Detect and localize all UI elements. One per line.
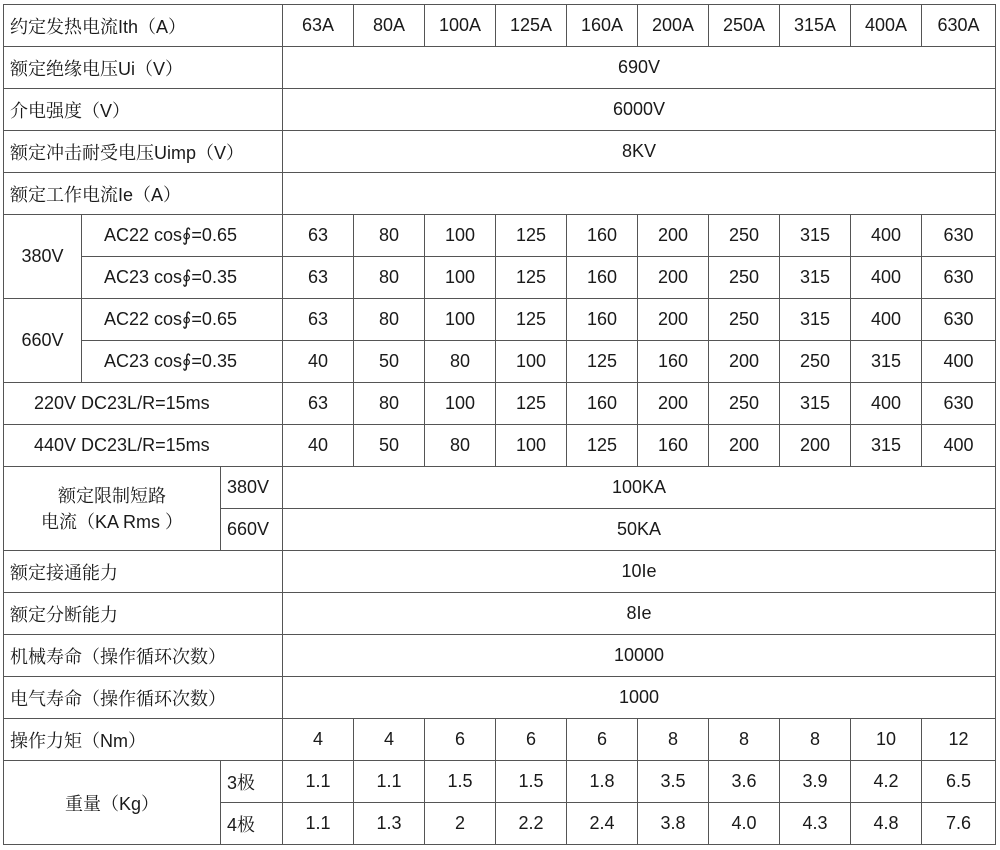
value-cell: 4 [354, 719, 425, 761]
label-ie: 额定工作电流Ie（A） [4, 173, 283, 215]
value-cell: 4.0 [709, 803, 780, 845]
value-cell: 400 [922, 425, 996, 467]
value-cell: 6 [567, 719, 638, 761]
row-dielectric [4, 89, 996, 131]
value-cell: 4.8 [851, 803, 922, 845]
value-cell: 125 [496, 383, 567, 425]
value-cell: 315 [780, 299, 851, 341]
rating-cell: 160A [567, 5, 638, 47]
value-cell: 250 [709, 299, 780, 341]
value-cell: 200 [638, 257, 709, 299]
value-cell: 10 [851, 719, 922, 761]
label-mech: 机械寿命（操作循环次数） [4, 635, 283, 677]
value-cell: 1.8 [567, 761, 638, 803]
value-cell: 200 [638, 299, 709, 341]
label-ui: 额定绝缘电压Ui（V） [4, 47, 283, 89]
value-cell: 50 [354, 341, 425, 383]
label-break: 额定分断能力 [4, 593, 283, 635]
value-cell: 160 [567, 215, 638, 257]
value-dielectric: 6000V [283, 89, 996, 131]
value-cell: 160 [567, 257, 638, 299]
row-make [4, 551, 996, 593]
value-cell: 250 [709, 257, 780, 299]
label-dc440: 440V DC23L/R=15ms [4, 425, 283, 467]
value-cell: 250 [780, 341, 851, 383]
value-cell: 630 [922, 215, 996, 257]
label-ac23: AC23 cos∮=0.35 [82, 341, 283, 383]
value-cell: 8 [638, 719, 709, 761]
label-limit-line2: 电流（KA Rms ） [40, 511, 183, 532]
value-break: 8Ie [283, 593, 996, 635]
label-limit-line1: 额定限制短路 [58, 485, 166, 506]
value-cell: 6 [496, 719, 567, 761]
rating-cell: 100A [425, 5, 496, 47]
value-cell: 8 [709, 719, 780, 761]
row-ith [4, 5, 996, 47]
value-cell: 125 [567, 341, 638, 383]
label-make: 额定接通能力 [4, 551, 283, 593]
rating-cell: 630A [922, 5, 996, 47]
value-limit-380: 100KA [283, 467, 996, 509]
row-380-ac22 [4, 215, 996, 257]
value-uimp: 8KV [283, 131, 996, 173]
value-cell: 1.1 [283, 803, 354, 845]
label-torque: 操作力矩（Nm） [4, 719, 283, 761]
value-cell: 125 [496, 299, 567, 341]
label-ac22: AC22 cos∮=0.65 [82, 299, 283, 341]
value-cell: 100 [425, 299, 496, 341]
value-cell: 2.2 [496, 803, 567, 845]
rating-cell: 80A [354, 5, 425, 47]
value-cell: 200 [709, 425, 780, 467]
value-cell: 1.5 [496, 761, 567, 803]
label-ac22: AC22 cos∮=0.65 [82, 215, 283, 257]
value-cell: 3.8 [638, 803, 709, 845]
value-mech: 10000 [283, 635, 996, 677]
spec-table [3, 4, 996, 845]
value-cell: 3.9 [780, 761, 851, 803]
value-cell: 3.6 [709, 761, 780, 803]
value-cell: 4.2 [851, 761, 922, 803]
rating-cell: 315A [780, 5, 851, 47]
label-limit [4, 467, 221, 551]
value-cell: 100 [425, 215, 496, 257]
value-cell: 315 [780, 215, 851, 257]
value-ui: 690V [283, 47, 996, 89]
value-cell: 200 [638, 215, 709, 257]
value-cell: 80 [354, 299, 425, 341]
rating-cell: 250A [709, 5, 780, 47]
value-cell: 6 [425, 719, 496, 761]
label-dc220: 220V DC23L/R=15ms [4, 383, 283, 425]
row-ui [4, 47, 996, 89]
value-cell: 125 [567, 425, 638, 467]
label-limit-660v: 660V [221, 509, 283, 551]
value-cell: 400 [851, 383, 922, 425]
value-cell: 250 [709, 215, 780, 257]
value-cell: 6.5 [922, 761, 996, 803]
row-660-ac23 [4, 341, 996, 383]
value-cell: 200 [638, 383, 709, 425]
value-cell: 40 [283, 425, 354, 467]
value-cell: 4.3 [780, 803, 851, 845]
value-cell: 630 [922, 299, 996, 341]
value-cell: 400 [851, 215, 922, 257]
value-cell: 12 [922, 719, 996, 761]
value-cell: 315 [780, 257, 851, 299]
row-660-ac22 [4, 299, 996, 341]
value-make: 10Ie [283, 551, 996, 593]
value-cell: 8 [780, 719, 851, 761]
value-cell: 400 [922, 341, 996, 383]
label-weight: 重量（Kg） [4, 761, 221, 845]
value-cell: 160 [638, 341, 709, 383]
label-380v: 380V [4, 215, 82, 299]
value-cell: 200 [709, 341, 780, 383]
value-cell: 160 [567, 299, 638, 341]
value-cell: 200 [780, 425, 851, 467]
value-cell: 630 [922, 257, 996, 299]
label-uimp: 额定冲击耐受电压Uimp（V） [4, 131, 283, 173]
row-uimp [4, 131, 996, 173]
row-ie [4, 173, 996, 215]
label-4-pole: 4极 [221, 803, 283, 845]
value-cell: 315 [851, 425, 922, 467]
row-weight-3p [4, 761, 996, 803]
value-cell: 125 [496, 215, 567, 257]
value-cell: 63 [283, 299, 354, 341]
label-limit-380v: 380V [221, 467, 283, 509]
value-cell: 315 [851, 341, 922, 383]
value-cell: 1.1 [283, 761, 354, 803]
label-elec: 电气寿命（操作循环次数） [4, 677, 283, 719]
rating-cell: 125A [496, 5, 567, 47]
value-cell: 63 [283, 383, 354, 425]
row-torque [4, 719, 996, 761]
value-cell: 1.1 [354, 761, 425, 803]
value-cell: 630 [922, 383, 996, 425]
row-break [4, 593, 996, 635]
value-cell: 80 [425, 341, 496, 383]
row-mech [4, 635, 996, 677]
value-cell: 80 [354, 383, 425, 425]
label-dielectric: 介电强度（V） [4, 89, 283, 131]
rating-cell: 400A [851, 5, 922, 47]
value-cell: 100 [496, 425, 567, 467]
label-ith: 约定发热电流Ith（A） [4, 5, 283, 47]
label-3-pole: 3极 [221, 761, 283, 803]
value-cell: 50 [354, 425, 425, 467]
value-cell: 1.3 [354, 803, 425, 845]
value-cell: 3.5 [638, 761, 709, 803]
empty-cell [283, 173, 996, 215]
value-cell: 40 [283, 341, 354, 383]
value-cell: 63 [283, 257, 354, 299]
row-dc220 [4, 383, 996, 425]
row-dc440 [4, 425, 996, 467]
row-380-ac23 [4, 257, 996, 299]
value-cell: 4 [283, 719, 354, 761]
value-cell: 400 [851, 299, 922, 341]
value-cell: 400 [851, 257, 922, 299]
row-limit-380 [4, 467, 996, 509]
value-cell: 2 [425, 803, 496, 845]
value-cell: 315 [780, 383, 851, 425]
value-cell: 100 [496, 341, 567, 383]
label-660v: 660V [4, 299, 82, 383]
value-cell: 100 [425, 383, 496, 425]
value-limit-660: 50KA [283, 509, 996, 551]
value-cell: 250 [709, 383, 780, 425]
label-ac23: AC23 cos∮=0.35 [82, 257, 283, 299]
value-cell: 63 [283, 215, 354, 257]
rating-cell: 63A [283, 5, 354, 47]
value-cell: 125 [496, 257, 567, 299]
row-elec [4, 677, 996, 719]
rating-cell: 200A [638, 5, 709, 47]
value-cell: 80 [425, 425, 496, 467]
value-cell: 100 [425, 257, 496, 299]
value-cell: 7.6 [922, 803, 996, 845]
value-cell: 2.4 [567, 803, 638, 845]
value-cell: 80 [354, 257, 425, 299]
value-cell: 1.5 [425, 761, 496, 803]
value-cell: 160 [638, 425, 709, 467]
value-elec: 1000 [283, 677, 996, 719]
value-cell: 80 [354, 215, 425, 257]
value-cell: 160 [567, 383, 638, 425]
